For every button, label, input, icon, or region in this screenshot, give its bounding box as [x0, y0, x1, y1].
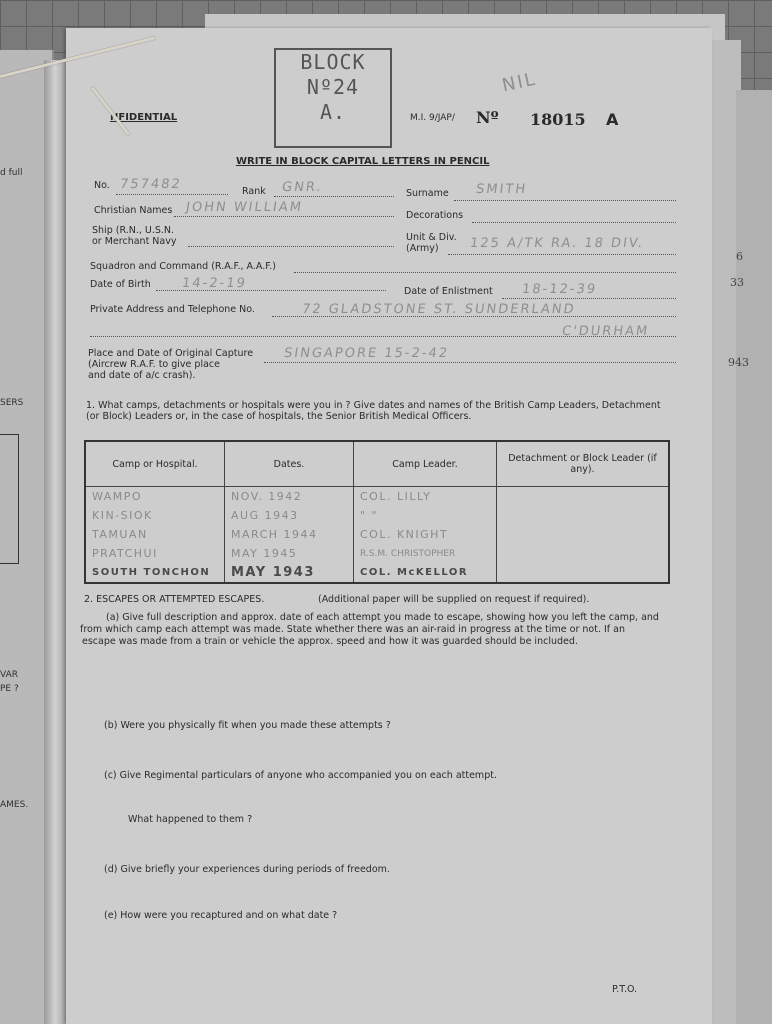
- address-value: 72 GLADSTONE ST. SUNDERLAND: [300, 302, 577, 317]
- decorations-label: Decorations: [406, 210, 464, 221]
- question-2a-line-3: escape was made from a train or vehicle the approx. speed and how it was guarded should be included.: [82, 636, 578, 647]
- right-edge-text: 943: [728, 356, 749, 369]
- no-line: [116, 194, 228, 195]
- capture-label-2: (Aircrew R.A.F. to give place: [88, 359, 220, 370]
- column-header: Dates.: [225, 441, 354, 487]
- binder-spine: [44, 60, 66, 1024]
- table-row: [85, 506, 669, 525]
- dob-label: Date of Birth: [90, 279, 151, 290]
- table-row: [85, 487, 669, 507]
- decorations-line: [472, 222, 676, 223]
- rank-line: [274, 196, 394, 197]
- ship-line: [188, 246, 394, 247]
- question-2b: (b) Were you physically fit when you made these attempts ?: [104, 720, 391, 731]
- column-header: Camp or Hospital.: [85, 441, 225, 487]
- question-2-note: (Additional paper will be supplied on request if required).: [318, 594, 590, 605]
- unit-line: [448, 254, 676, 255]
- question-2c: (c) Give Regimental particulars of anyone who accompanied you on each attempt.: [104, 770, 497, 781]
- enlistment-value: 18-12-39: [520, 282, 599, 297]
- rank-value: GNR.: [280, 180, 324, 195]
- table-cell: [497, 506, 670, 525]
- no-value: 757482: [118, 177, 183, 192]
- question-2e: (e) How were you recaptured and on what date ?: [104, 910, 338, 921]
- column-header: Camp Leader.: [354, 441, 497, 487]
- table-cell: COL. KNIGHT: [354, 525, 497, 544]
- table-cell: COL. McKELLOR: [354, 563, 497, 583]
- ship-label: Ship (R.N., U.S.N.: [92, 225, 175, 236]
- squadron-label: Squadron and Command (R.A.F., A.A.F.): [90, 261, 276, 272]
- stamp-line: BLOCK: [300, 50, 366, 74]
- ref-code: M.I. 9/JAP/: [410, 113, 455, 123]
- enlistment-line: [502, 298, 676, 299]
- table-cell: KIN-SIOK: [85, 506, 225, 525]
- surname-line: [454, 200, 676, 201]
- table-row: [85, 563, 669, 583]
- instruction-heading: WRITE IN BLOCK CAPITAL LETTERS IN PENCIL: [236, 156, 490, 167]
- question-1-line-2: (or Block) Leaders or, in the case of hospitals, the Senior British Medical Officers.: [86, 411, 472, 422]
- table-cell: [497, 487, 670, 507]
- table-cell: MAY 1945: [225, 544, 354, 563]
- unit-value: 125 A/TK RA. 18 DIV.: [468, 236, 646, 251]
- question-1: 1. What camps, detachments or hospitals were you in ? Give dates and names of the British Camp Leaders, Detachment: [86, 400, 661, 411]
- enlistment-label: Date of Enlistment: [404, 286, 493, 297]
- pto-label: P.T.O.: [612, 984, 638, 995]
- table-cell: MAY 1943: [225, 563, 354, 583]
- left-page-text: PE ?: [0, 684, 19, 694]
- capture-line: [264, 362, 676, 363]
- capture-value: SINGAPORE 15-2-42: [282, 346, 451, 361]
- table-row: [85, 525, 669, 544]
- form-number: 18015: [530, 110, 586, 129]
- left-page-box: [0, 434, 19, 564]
- stamp-line: A.: [319, 100, 347, 124]
- table-cell: COL. LILLY: [354, 487, 497, 507]
- pow-questionnaire-form: [66, 28, 712, 1024]
- number-label: Nº: [476, 108, 499, 127]
- question-2-heading: 2. ESCAPES OR ATTEMPTED ESCAPES.: [84, 594, 265, 605]
- form-number-suffix: A: [606, 110, 619, 129]
- confidential-label: NFIDENTIAL: [110, 112, 178, 123]
- block-stamp: [274, 48, 392, 148]
- dob-value: 14-2-19: [180, 276, 248, 291]
- address-label: Private Address and Telephone No.: [90, 304, 255, 315]
- table-cell: [497, 525, 670, 544]
- left-page-text: d full: [0, 168, 23, 178]
- christian-names-label: Christian Names: [94, 205, 173, 216]
- table-cell: AUG 1943: [225, 506, 354, 525]
- table-header-row: [85, 441, 669, 487]
- camps-table: [84, 440, 670, 584]
- question-2a-line-2: from which camp each attempt was made. State whether there was an air-raid in progress at the time or not. If an: [80, 624, 626, 635]
- surname-label: Surname: [406, 188, 449, 199]
- stamp-line: Nº24: [306, 75, 360, 99]
- table-cell: SOUTH TONCHON: [85, 563, 225, 583]
- table-cell: MARCH 1944: [225, 525, 354, 544]
- address-value-2: C'DURHAM: [560, 324, 651, 339]
- column-header: Detachment or Block Leader (if any).: [497, 441, 670, 487]
- table-row: [85, 544, 669, 563]
- question-2a: (a) Give full description and approx. date of each attempt you made to escape, showing how you left the camp, and: [106, 612, 659, 623]
- table-cell: NOV. 1942: [225, 487, 354, 507]
- ship-label-2: or Merchant Navy: [92, 236, 177, 247]
- table-cell: WAMPO: [85, 487, 225, 507]
- right-edge-text: 6: [736, 250, 743, 263]
- question-2c-followup: What happened to them ?: [128, 814, 253, 825]
- unit-label: Unit & Div.: [406, 232, 457, 243]
- no-label: No.: [94, 180, 110, 191]
- table-cell: TAMUAN: [85, 525, 225, 544]
- left-page-text: VAR: [0, 670, 18, 680]
- left-page-text: AMES.: [0, 800, 29, 810]
- capture-label: Place and Date of Original Capture: [88, 348, 254, 359]
- left-page-text: SERS: [0, 398, 24, 408]
- christian-names-line: [174, 216, 394, 217]
- right-edge-text: 33: [730, 276, 744, 289]
- nil-annotation: NIL: [500, 68, 539, 97]
- question-2d: (d) Give briefly your experiences during periods of freedom.: [104, 864, 390, 875]
- unit-label-2: (Army): [406, 243, 439, 254]
- right-page-edge: [728, 90, 772, 1024]
- capture-label-3: and date of a/c crash).: [88, 370, 196, 381]
- christian-names-value: JOHN WILLIAM: [184, 200, 304, 215]
- table-cell: [497, 563, 670, 583]
- table-cell: PRATCHUI: [85, 544, 225, 563]
- squadron-line: [294, 272, 676, 273]
- table-cell: R.S.M. CHRISTOPHER: [354, 544, 497, 563]
- surname-value: SMITH: [474, 182, 529, 197]
- table-cell: " ": [354, 506, 497, 525]
- table-cell: [497, 544, 670, 563]
- rank-label: Rank: [242, 186, 266, 197]
